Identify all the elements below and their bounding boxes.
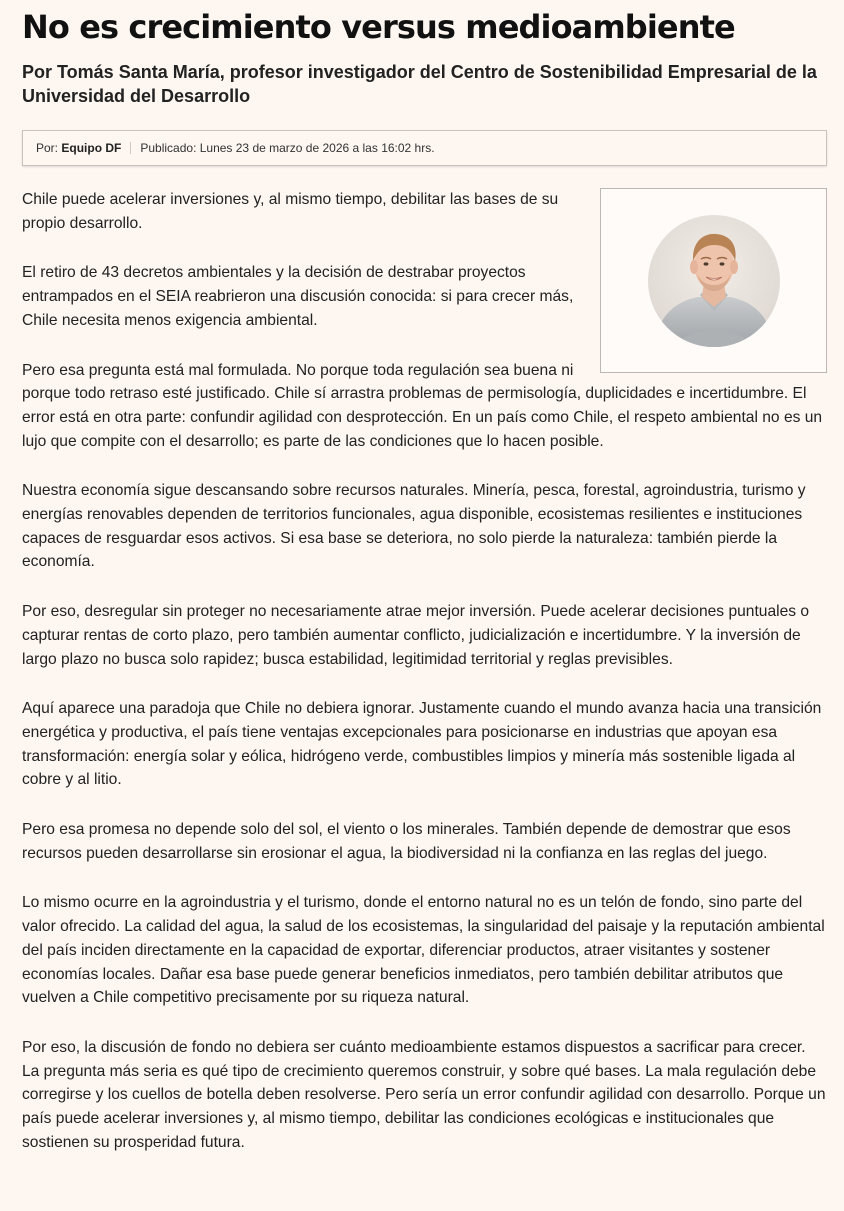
paragraph-8: Lo mismo ocurre en la agroindustria y el turismo, donde el entorno natural no es un telón de fondo, sino parte del valor ofrecido. La calidad del agua, la salud de los ecosistemas, la singularidad del paisaje y la reputación ambiental del país inciden directamente en la capacidad de exportar, diferenciar productos, atraer visitantes y sostener economías locales. Dañar esa base puede generar beneficios inmediatos, pero también debilitar atributos que vuelven a Chile competitivo precisamente por su riqueza natural.	[22, 894, 825, 1007]
paragraph-1: Chile puede acelerar inversiones y, al mismo tiempo, debilitar las bases de su propio desarrollo.	[22, 191, 559, 232]
article-meta	[22, 130, 827, 166]
paragraph-7: Pero esa promesa no depende solo del sol, el viento o los minerales. También depende de demostrar que esos recursos pueden desarrollarse sin erosionar el agua, la biodiversidad ni la confianza en las reglas del juego.	[22, 821, 791, 862]
article-headline: No es crecimiento versus medioambiente	[22, 8, 735, 46]
author-name[interactable]: Equipo DF	[61, 141, 122, 155]
paragraph-5: Por eso, desregular sin proteger no necesariamente atrae mejor inversión. Puede acelerar decisiones puntuales o capturar rentas de corto plazo, pero también aumentar conflicto, judicialización e incertidumbre. Y la inversión de largo plazo no busca solo rapidez; busca estabilidad, legitimidad territorial y reglas previsibles.	[22, 603, 810, 668]
paragraph-9: Por eso, la discusión de fondo no debiera ser cuánto medioambiente estamos dispuestos a sacrificar para crecer. La pregunta más seria es qué tipo de crecimiento queremos construir, y sobre qué bases. La mala regulación debe corregirse y los cuellos de botella deben resolverse. Pero sería un error confundir agilidad con desarrollo. Porque un país puede acelerar inversiones y, al mismo tiempo, debilitar las condiciones ecológicas e institucionales que sostienen su prosperidad futura.	[22, 1038, 826, 1151]
author-photo	[648, 215, 780, 347]
paragraph-4: Nuestra economía sigue descansando sobre recursos naturales. Minería, pesca, forestal, agroindustria, turismo y energías renovables dependen de territorios funcionales, agua disponible, ecosistemas resilientes e instituciones capaces de resguardar esos activos. Si esa base se deteriora, no solo pierde la naturaleza: también pierde la economía.	[22, 482, 806, 571]
article-body	[22, 188, 827, 1155]
paragraph-2: El retiro de 43 decretos ambientales y la decisión de destrabar proyectos entrampados en el SEIA reabrieron una discusión conocida: si para crecer más, Chile necesita menos exigencia ambiental.	[22, 264, 574, 329]
author-byline	[36, 141, 121, 155]
article-container	[22, 0, 827, 1181]
paragraph-3: Pero esa pregunta está mal formulada. No porque toda regulación sea buena ni porque todo retraso esté justificado. Chile sí arrastra problemas de permisología, duplicidades e incertidumbre. El error está en otra parte: confundir agilidad con desprotección. En un país como Chile, el respeto ambiental no es un lujo que compite con el desarrollo; es parte de las condiciones que lo hacen posible.	[22, 361, 823, 450]
author-prefix: Por:	[36, 141, 59, 155]
published-date: Publicado: Lunes 23 de marzo de 2026 a las 16:02 hrs.	[140, 141, 435, 155]
meta-divider	[130, 142, 131, 154]
paragraph-6: Aquí aparece una paradoja que Chile no debiera ignorar. Justamente cuando el mundo avanza hacia una transición energética y productiva, el país tiene ventajas excepcionales para posicionarse en industrias que apoyan esa transformación: energía solar y eólica, hidrógeno verde, combustibles limpios y minería más sostenible ligada al cobre y al litio.	[22, 700, 822, 789]
article-subheadline: Por Tomás Santa María, profesor investigador del Centro de Sostenibilidad Empresarial de la Universidad del Desarrollo	[22, 62, 817, 106]
author-photo-frame	[600, 188, 827, 373]
